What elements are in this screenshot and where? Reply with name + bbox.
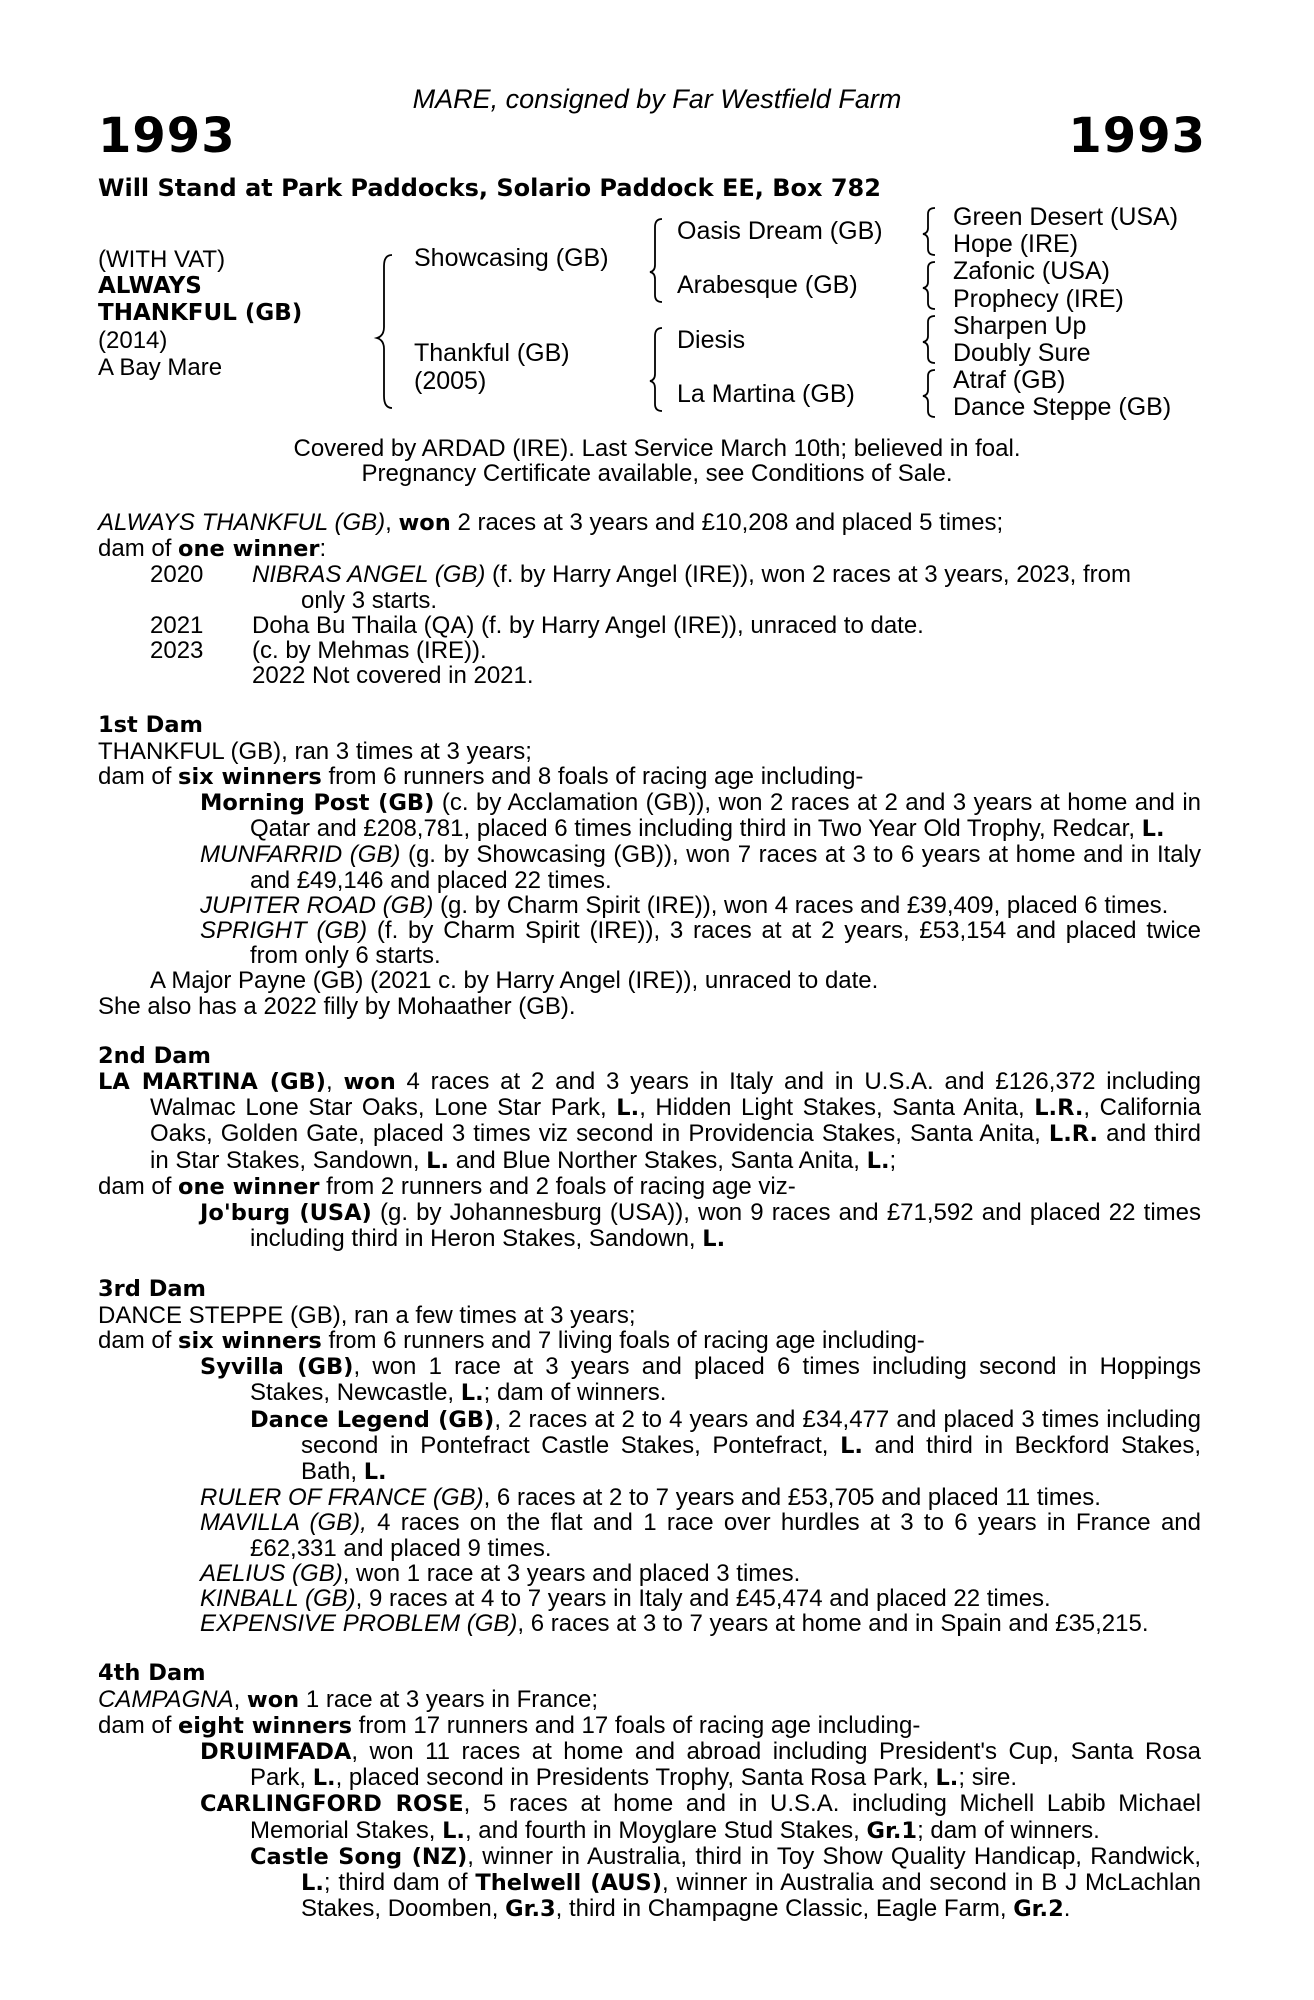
fourth-dam-record [98,1687,1201,1713]
runner-ruler-of-france [98,1485,1201,1510]
runner-carlingford-rose [98,1791,1201,1843]
winner-count: six winners [178,1327,322,1354]
runner-text: , 5 races at home and in U.S.A. including Michell Labib Michael Memorial Stakes, [250,1790,1202,1844]
produce-year: 2023 [150,637,204,665]
runner-name: SPRIGHT (GB) [200,917,368,945]
produce-summary: from 6 runners and 7 living foals of racing age including- [321,1326,925,1354]
dam-name: LA MARTINA (GB) [98,1069,326,1096]
runner-druimfada [98,1739,1201,1791]
separator: , [233,1685,247,1713]
runner-text: (c. by Acclamation (GB)), won 2 races at 2 and 3 years at home and in Qatar and £208,781, placed 6 times including third in Two Year Old Trophy, Redcar, [250,789,1201,843]
listed-label: L. [363,1458,387,1485]
runner-name: AELIUS (GB) [200,1559,343,1587]
brace-sd [923,262,935,309]
separator: , [325,1068,344,1096]
record-text: and third in Star Stakes, Sandown, [150,1120,1201,1174]
listed-label: L. [866,1147,890,1174]
runner-dance-legend [98,1407,1201,1486]
produce-year: 2020 [150,561,204,589]
brace-sire [650,219,662,302]
runner-name: Morning Post (GB) [200,790,435,817]
dam-year: (2005) [414,367,487,395]
third-dam-record: DANCE STEPPE (GB), ran a few times at 3 years; [98,1301,636,1329]
runner-name: KINBALL (GB) [200,1584,356,1612]
runner-name: MUNFARRID (GB) [200,841,401,869]
runner-jupiter-road [98,893,1201,918]
winner-count: one winner [178,1173,320,1200]
runner-name: Jo'burg (USA) [200,1200,372,1227]
produce-note: 2022 Not covered in 2021. [252,662,534,690]
runner-major-payne: A Major Payne (GB) (2021 c. by Harry Angel (IRE)), unraced to date. [150,967,879,995]
lot-number-left: 1993 [98,108,236,164]
listed-label: L. [301,1869,324,1896]
record-text: , Hidden Light Stakes, Santa Anita, [639,1094,1035,1122]
runner-text: , third in Champagne Classic, Eagle Farm, [555,1895,1014,1923]
horse-name-line2: THANKFUL (GB) [98,300,303,326]
runner-name: Syvilla (GB) [200,1354,354,1381]
produce-summary: from 2 runners and 2 foals of racing age viz- [319,1172,796,1200]
intro-dam-of [98,536,1201,562]
runner-text: (g. by Charm Spirit (IRE)), won 4 races and £39,409, placed 6 times. [433,891,1169,919]
dam-of-label: dam of [98,762,179,790]
runner-text: 4 races on the flat and 1 race over hurdles at 3 to 6 years in France and £62,331 and placed 9 times. [250,1509,1201,1562]
ds-dam: Doubly Sure [953,339,1091,368]
runner-name: CARLINGFORD ROSE [200,1791,464,1818]
second-dam-produce [98,1174,1201,1200]
group-label: Gr.1 [866,1817,918,1844]
covered-line1: Covered by ARDAD (IRE). Last Service March 10th; believed in foal. [293,435,1021,462]
brace-ss [923,208,935,255]
dam-dam: La Martina (GB) [677,380,855,408]
listed-restricted-label: L.R. [1034,1095,1084,1122]
produce-summary: from 6 runners and 8 foals of racing age including- [321,762,864,790]
runner-text: , won 1 race at 3 years and placed 6 times including second in Hoppings Stakes, Newcastle, [250,1353,1201,1407]
ds-sire: Sharpen Up [953,311,1087,340]
listed-label: L. [840,1432,863,1459]
first-dam-produce [98,764,1201,790]
sire-sire: Oasis Dream (GB) [677,217,883,245]
runner-aelius [98,1561,1201,1586]
runner-syvilla [98,1354,1201,1406]
produce-year: 2021 [150,611,204,639]
runner-morning-post [98,790,1201,842]
brace-ds [923,316,935,363]
third-dam-produce [98,1328,1201,1354]
sd-sire: Zafonic (USA) [953,257,1110,286]
horse-year: (2014) [98,327,168,354]
horse-description: A Bay Mare [98,354,223,381]
covered-note [0,436,1314,486]
dd-dam: Dance Steppe (GB) [953,393,1172,422]
ss-sire: Green Desert (USA) [953,203,1179,231]
winner-count: eight winners [178,1712,353,1739]
produce-summary: from 17 runners and 17 foals of racing age including- [352,1711,921,1739]
won-label: won [343,1069,396,1096]
runner-text: (g. by Showcasing (GB)), won 7 races at 3 to 6 years at home and in Italy and £49,146 and placed 22 times. [250,841,1201,894]
intro-record: ALWAYS THANKFUL (GB), won 2 races at 3 years and £10,208 and placed 5 times; [98,509,1004,536]
lot-number-right: 1993 [1068,108,1206,164]
runner-text: , winner in Australia and second in B J McLachlan Stakes, Doomben, [301,1868,1202,1923]
dam-of-label: dam of [98,1326,179,1354]
dam-name: CAMPAGNA [98,1685,234,1713]
runner-name: JUPITER ROAD (GB) [200,891,434,919]
record-text: 4 races at 2 and 3 years in Italy and in U.S.A. and £126,372 including Walmac Lone Star Oaks, Lone Star Park, [150,1068,1201,1122]
runner-name: Dance Legend (GB) [250,1406,495,1433]
brace-main [377,255,392,408]
colon: : [319,535,327,563]
intro-text: 2 races at 3 years and £10,208 and placed 5 times; [450,509,1004,536]
won-label: won [246,1686,300,1713]
first-dam-record: THANKFUL (GB), ran 3 times at 3 years; [98,737,532,765]
runner-text: , 6 races at 3 to 7 years at home and in Spain and £35,215. [517,1610,1149,1638]
dam-of-label: dam of [98,1711,179,1739]
dam [414,339,570,395]
sire-dam: Arabesque (GB) [677,271,858,299]
produce-row [98,613,1201,638]
winner-count: six winners [178,763,322,790]
runner-text: , 6 races at 2 to 7 years and £53,705 and placed 11 times. [483,1484,1101,1512]
third-generation [953,204,1178,422]
runner-mavilla [98,1510,1201,1560]
second-dam-heading: 2nd Dam [98,1042,211,1069]
covered-line2: Pregnancy Certificate available, see Conditions of Sale. [361,460,953,487]
dam-of-label: dam of [98,535,179,563]
brace-dam [650,328,662,411]
runner-name: Castle Song (NZ) [250,1843,468,1870]
third-dam-heading: 3rd Dam [98,1276,206,1303]
runner-expensive-problem [98,1611,1201,1636]
runner-text: , and fourth in Moyglare Stud Stakes, [464,1816,867,1844]
consignor-line: MARE, consigned by Far Westfield Farm [412,84,902,114]
runner-kinball [98,1586,1201,1611]
produce-cont: only 3 starts. [301,586,438,614]
produce-text: Doha Bu Thaila (QA) (f. by Harry Angel (IRE)), unraced to date. [252,611,924,639]
runner-text: , won 1 race at 3 years and placed 3 times. [342,1559,801,1587]
fourth-dam-produce [98,1713,1201,1739]
runner-text: , placed second in Presidents Trophy, Santa Rosa Park, [335,1764,936,1792]
won-label: won [398,510,451,536]
listed-label: L. [1141,816,1165,843]
runner-text: , winner in Australia, third in Toy Show Quality Handicap, Randwick, [467,1842,1201,1870]
stand-location: Will Stand at Park Paddocks, Solario Paddock EE, Box 782 [98,174,881,202]
catalogue-body [98,510,1201,1922]
runner-text: , 9 races at 4 to 7 years in Italy and £45,474 and placed 22 times. [355,1584,1051,1612]
runner-text: ; dam of winners. [483,1379,667,1407]
listed-label: L. [426,1147,450,1174]
runner-text: ; dam of winners. [917,1816,1100,1844]
runner-name: EXPENSIVE PROBLEM (GB) [200,1610,518,1638]
runner-name: MAVILLA (GB), [200,1509,367,1537]
produce-row [98,638,1201,663]
runner-joburg [98,1200,1201,1252]
dam-name: Thankful (GB) [414,339,570,367]
runner-text: . [1063,1895,1071,1923]
listed-label: L. [935,1765,959,1792]
dd-sire: Atraf (GB) [953,366,1066,395]
group-label: Gr.2 [1013,1896,1064,1923]
fourth-dam-heading: 4th Dam [98,1660,206,1687]
runner-text: ; third dam of [323,1868,476,1896]
runner-text: (f. by Charm Spirit (IRE)), 3 races at at 2 years, £53,154 and placed twice from only 6 starts. [250,917,1201,970]
vat-note: (WITH VAT) [98,246,226,273]
produce-text: (f. by Harry Angel (IRE)), won 2 races at 3 years, 2023, from [485,561,1131,589]
record-text: , California Oaks, Golden Gate, placed 3 times viz second in Providencia Stakes, Santa Anita, [150,1094,1202,1148]
runner-castle-song [98,1844,1201,1923]
produce-row [98,562,1201,587]
record-text: and Blue Norther Stakes, Santa Anita, [449,1146,867,1174]
runner-text: (g. by Johannesburg (USA)), won 9 races and £71,592 and placed 22 times including third in Heron Stakes, Sandown, [250,1199,1201,1253]
horse-name: ALWAYS THANKFUL (GB) [98,509,386,536]
produce-text: (c. by Mehmas (IRE)). [252,637,487,665]
runner-text: , 2 races at 2 to 4 years and £34,477 and placed 3 times including second in Pontefract Castle Stakes, Pontefract, [301,1405,1201,1459]
runner-name: RULER OF FRANCE (GB) [200,1484,484,1512]
runner-name: DRUIMFADA [200,1738,352,1765]
runner-spright [98,918,1201,968]
group-label: Gr.3 [505,1896,556,1923]
runner-name: Thelwell (AUS) [475,1869,662,1896]
dam-sire: Diesis [677,326,746,354]
listed-label: L. [442,1817,465,1844]
brace-dd [923,370,935,417]
listed-label: L. [616,1095,640,1122]
record-text: 1 race at 3 years in France; [299,1685,598,1713]
record-text: ; [889,1146,897,1174]
dam-of-label: dam of [98,1172,179,1200]
first-dam-note: She also has a 2022 filly by Mohaather (GB). [98,992,576,1020]
sd-dam: Prophecy (IRE) [953,284,1124,313]
winner-count: one winner [178,536,320,563]
horse-name-line1: ALWAYS [98,273,202,299]
listed-label: L. [460,1380,484,1407]
listed-label: L. [702,1226,726,1253]
first-dam-heading: 1st Dam [98,712,203,739]
ss-dam: Hope (IRE) [953,230,1079,259]
second-dam-record [98,1069,1201,1174]
runner-munfarrid [98,842,1201,892]
sire: Showcasing (GB) [414,244,609,272]
listed-label: L. [312,1765,336,1792]
runner-text: , won 11 races at home and abroad including President's Cup, Santa Rosa Park, [250,1737,1201,1792]
runner-text: and third in Beckford Stakes, Bath, [301,1431,1201,1485]
listed-restricted-label: L.R. [1048,1121,1099,1148]
produce-name: NIBRAS ANGEL (GB) [252,561,486,589]
runner-text: ; sire. [958,1764,1018,1792]
